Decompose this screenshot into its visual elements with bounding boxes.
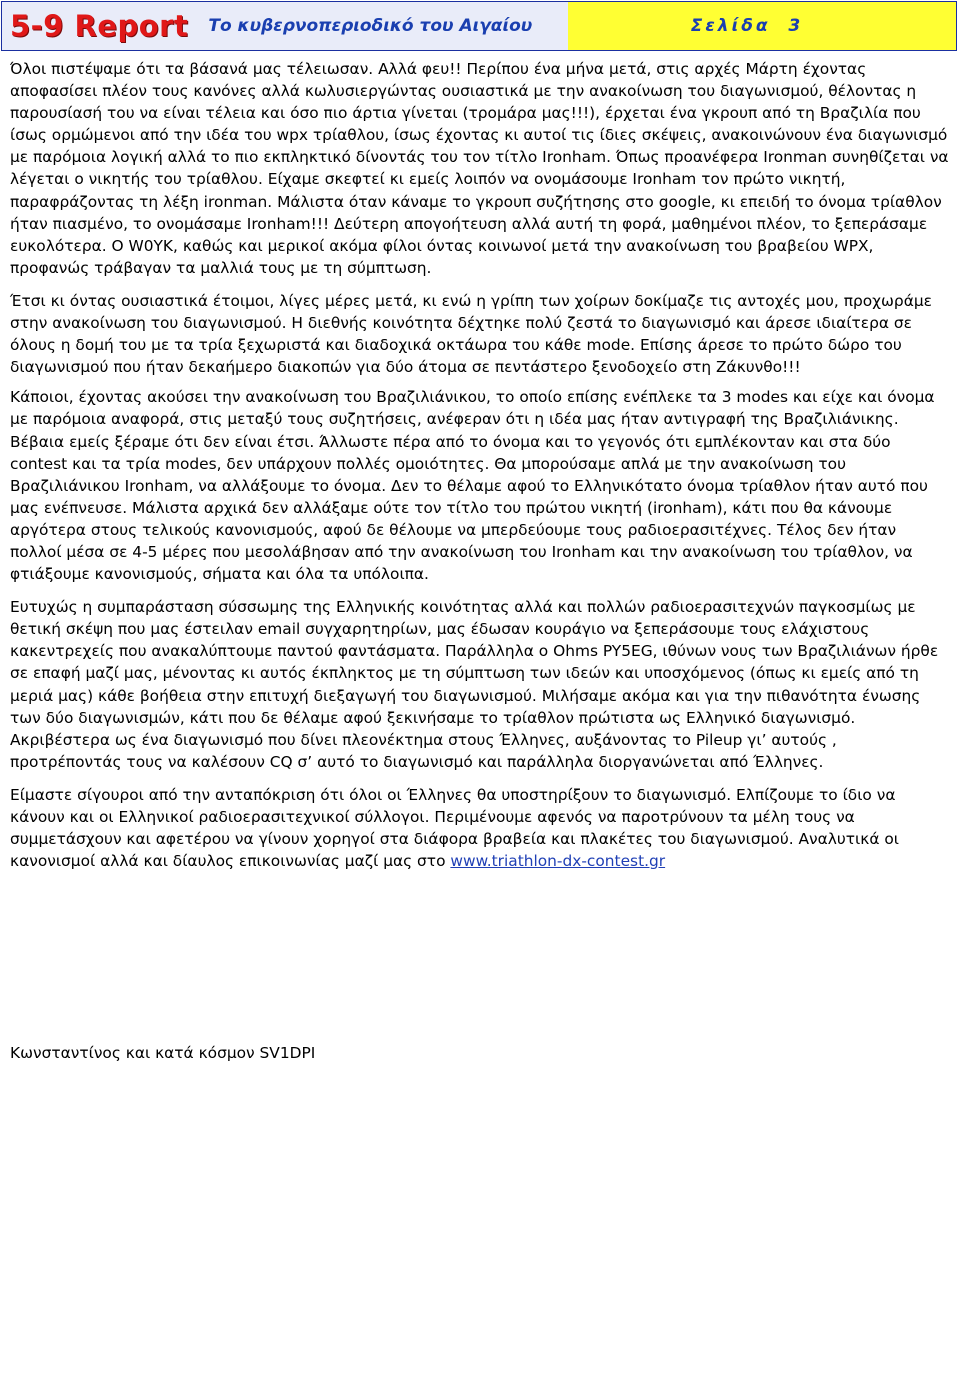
- contest-website-link[interactable]: www.triathlon-dx-contest.gr: [450, 852, 666, 871]
- page-number: 3: [788, 16, 804, 36]
- article-body: [10, 58, 950, 883]
- paragraph: Έτσι κι όντας ουσιαστικά έτοιμοι, λίγες μέρες μετά, κι ενώ η γρίπη των χοίρων δοκίμαζε τις αντοχές μου, προχωράμε στην ανακοίνωση του διαγωνισμού. Η διεθνής κοινότητα δέχτηκε πολύ ζεστά το διαγωνισμό και άρεσε ιδιαίτερα σε όλους η δομή του με τα τρία ξεχωριστά και διαδοχικά οκτάωρα του κάθε mode. Επίσης άρεσε το πρώτο δώρο του διαγωνισμού που ήταν δεκαήμερο διακοπών για δύο άτομα σε πεντάστερο ξενοδοχείο στη Ζάκυνθο!!!: [10, 291, 932, 377]
- page-header: [1, 1, 957, 51]
- closing-paragraph-text: Είμαστε σίγουροι από την ανταπόκριση ότι όλοι οι Έλληνες θα υποστηρίξουν το διαγωνισμό. Ελπίζουμε το ίδιο να κάνουν και οι Ελληνικοί ραδιοερασιτεχνικοί σύλλογοι. Περιμένουμε αφενός να παροτρύνουν τα μέλη τους να συμμετάσχουν και αφετέρου να γίνουν χορηγοί στα διάφορα βραβεία και πλακέτες του διαγωνισμού. Αναλυτικά οι κανονισμοί αλλά και δίαυλος επικοινωνίας μαζί μας στο: [10, 785, 899, 871]
- paragraph: Κάποιοι, έχοντας ακούσει την ανακοίνωση του Βραζιλιάνικου, το οποίο επίσης ενέπλεκε τα 3 modes και είχε και όνομα με παρόμοια αναφορά, στις μεταξύ τους συζητήσεις, ανέφεραν ότι η ιδέα μας ήταν αντιγραφή της Βραζιλιάνικης. Βέβαια εμείς ξέραμε ότι δεν είναι έτσι. Άλλωστε πέρα από το όνομα και το γεγονός ότι εμπλέκονταν και στα δύο contest και τα τρία modes, δεν υπάρχουν πολλές ομοιότητες. Θα μπορούσαμε απλά με την ανακοίνωση του Βραζιλιάνικου Ironham, να αλλάξουμε το όνομα. Δεν το θέλαμε αφού το Ελληνικότατο όνομα τρίαθλον ήταν αυτό που μας ενέπνευσε. Μάλιστα αρχικά δεν αλλάξαμε ούτε τον τίτλο του πρώτου νικητή (ironham), κάτι που θα κάνουμε αργότερα στους τελικούς κανονισμούς, αφού δε θέλουμε να μπερδεύουμε τους ραδιοερασιτέχνες. Τέλος δεν ήταν πολλοί μέσα σε 4-5 μέρες που μεσολάβησαν από την ανακοίνωση του Ironham και την ανακοίνωση του τρίαθλον, να φτιάξουμε κανονισμούς, σήματα και όλα τα υπόλοιπα.: [10, 388, 935, 584]
- page-label: Σελίδα: [690, 16, 771, 36]
- author-signature: Κωνσταντίνος και κατά κόσμον SV1DPI: [10, 1044, 316, 1062]
- header-title-area: [2, 2, 568, 50]
- paragraph: Ευτυχώς η συμπαράσταση σύσσωμης της Ελληνικής κοινότητας αλλά και πολλών ραδιοερασιτεχνών παγκοσμίως με θετική σκέψη που μας έστειλαν email συγχαρητηρίων, μας έδωσαν κουράγιο να ξεπεράσουμε τους ελάχιστους κακεντρεχείς που ανακαλύπτουμε παντού φαντάσματα. Παράλληλα ο Ohms PY5EG, ιθύνων νους των Βραζιλιάνων ήρθε σε επαφή μαζί μας, μένοντας κι αυτός έκπληκτος με τη σύμπτωση των ιδεών και υποσχόμενος (όπως κι εμείς από τη μεριά μας) κάθε βοήθεια στην επιτυχή διεξαγωγή του διαγωνισμού. Μιλήσαμε ακόμα και για την πιθανότητα ένωσης των δύο διαγωνισμών, κάτι που δε θέλαμε αφού ξεκινήσαμε το τρίαθλον πρώτιστα ως Ελληνικό διαγωνισμό. Ακριβέστερα ως ένα διαγωνισμό που δίνει πλεονέκτημα στους Έλληνες, αυξάνοντας το Pileup γι’ αυτούς , προτρέποντάς τους να καλέσουν CQ σ’ αυτό το διαγωνισμό και παράλληλα διοργανώνεται από Έλληνες.: [10, 598, 939, 771]
- closing-paragraph: [10, 784, 950, 872]
- page-number-area: [568, 2, 956, 50]
- brand-title: 5-9 Report: [10, 9, 189, 43]
- paragraph: Όλοι πιστέψαμε ότι τα βάσανά μας τέλειωσαν. Αλλά φευ!! Περίπου ένα μήνα μετά, στις αρχές Μάρτη έχοντας αποφασίσει πλέον τους κανόνες αλλά κωλυσιεργώντας ουσιαστικά με την ανακοίνωση του διαγωνισμού, θέλοντας η παρουσίασή του να είναι τέλεια και όσο πιο άρτια γίνεται (τρομάρα μας!!!), έρχεται ένα γκρουπ από τη Βραζιλία που ίσως ορμώμενοι από την ιδέα του wpx τρίαθλου, ίσως έχοντας κι αυτοί τις ίδιες σκέψεις, ανακοινώνουν ένα διαγωνισμό με παρόμοια λογική αλλά το πιο εκπληκτικό δίνοντάς του τον τίτλο Ironham. Όπως προανέφερα Ironman συνηθίζεται να λέγεται ο νικητής του τρίαθλου. Είχαμε σκεφτεί κι εμείς λοιπόν να ονομάσουμε Ironham τον πρώτο νικητή, παραφράζοντας τη λέξη ironman. Μάλιστα όταν κάναμε το γκρουπ συζήτησης στο google, κι επειδή το όνομα τρίαθλον ήταν πιασμένο, το ονομάσαμε Ironham!!! Δεύτερη απογοήτευση αλλά αυτή τη φορά, μαθημένοι πλέον, το ξεπεράσαμε ευκολότερα. Ο W0YK, καθώς και μερικοί ακόμα φίλοι όντας κοινωνοί μετά την ανακοίνωση του βραβείου WPX, προφανώς τράβαγαν τα μαλλιά τους με τη σύμπτωση.: [10, 60, 949, 277]
- header-subtitle: Το κυβερνοπεριοδικό του Αιγαίου: [208, 16, 533, 36]
